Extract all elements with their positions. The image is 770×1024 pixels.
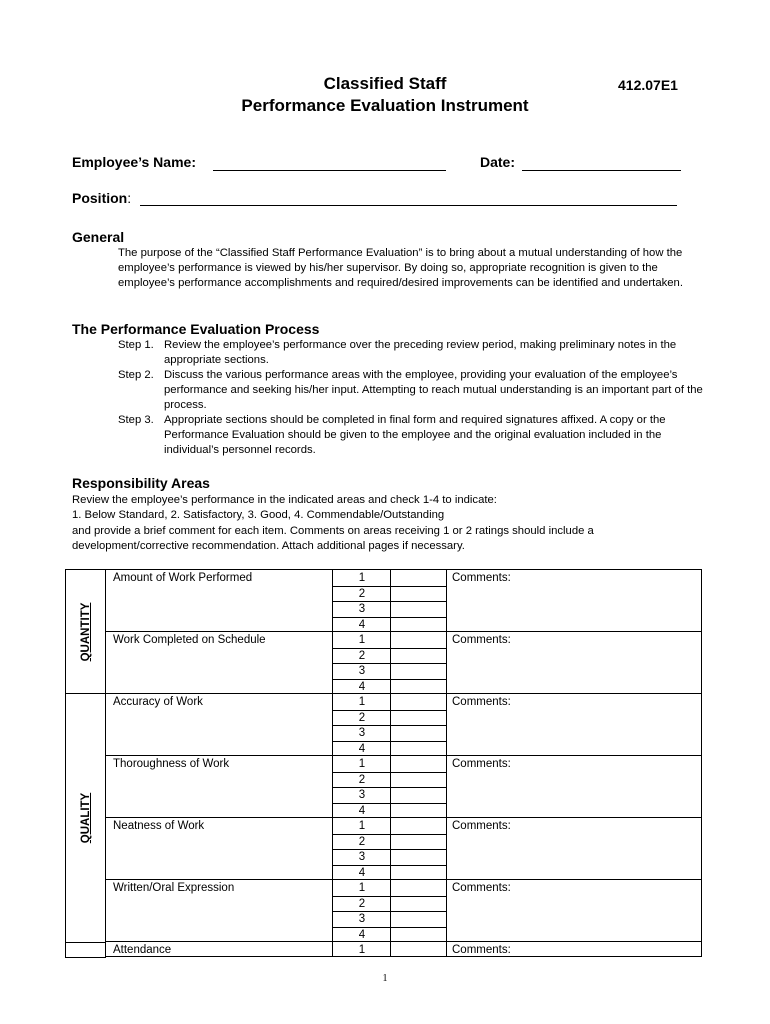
check-column[interactable] (390, 818, 447, 879)
process-heading: The Performance Evaluation Process (72, 321, 320, 337)
category-label: QUALITY (79, 792, 92, 844)
rating-column (332, 880, 391, 941)
rating-column (332, 632, 391, 693)
rating-option[interactable]: 4 (358, 742, 366, 755)
category-quality (65, 693, 106, 943)
rating-option[interactable]: 1 (358, 634, 366, 646)
rating-option[interactable]: 3 (358, 727, 366, 739)
rating-option[interactable]: 1 (358, 696, 366, 708)
rating-option[interactable]: 1 (358, 758, 366, 770)
rating-column (332, 756, 391, 817)
category-quantity (65, 569, 106, 694)
item-label: Attendance (113, 944, 172, 956)
item-label: Neatness of Work (113, 820, 205, 832)
comments-label: Comments: (452, 944, 511, 956)
rating-column (332, 942, 391, 956)
item-label: Accuracy of Work (113, 696, 203, 708)
comments-label: Comments: (452, 882, 511, 894)
table-row (106, 755, 702, 818)
category-label: QUANTITY (79, 602, 92, 661)
rating-option[interactable]: 4 (358, 618, 366, 631)
rating-option[interactable]: 4 (358, 680, 366, 693)
general-heading: General (72, 229, 125, 245)
step-number: Step 2. (118, 369, 154, 381)
rating-option[interactable]: 2 (358, 711, 366, 724)
document-number: 412.07E1 (618, 77, 678, 93)
step-text: Appropriate sections should be completed in final form and required signatures affixed. A copy or the Performance Evaluation should be given to the employee and the original evaluation included in the individual’s personnel records. (164, 414, 666, 456)
evaluation-table (65, 569, 702, 958)
rating-option[interactable]: 1 (358, 820, 366, 832)
general-paragraph: The purpose of the “Classified Staff Performance Evaluation” is to bring about a mutual understanding of how the employee’s performance is viewed by his/her supervisor. By doing so, appropriate recognition is given to the employee’s performance accomplishments and required/desired improvements can be identified and undertaken. (118, 247, 683, 289)
rating-option[interactable]: 2 (358, 587, 366, 600)
rating-option[interactable]: 3 (358, 789, 366, 801)
position-field[interactable] (140, 205, 677, 206)
rating-column (332, 818, 391, 879)
item-label: Work Completed on Schedule (113, 634, 266, 646)
check-column[interactable] (390, 570, 447, 631)
employee-name-label: Employee’s Name: (72, 154, 196, 170)
check-column[interactable] (390, 694, 447, 755)
rating-option[interactable]: 3 (358, 603, 366, 615)
comments-label: Comments: (452, 820, 511, 832)
rating-option[interactable]: 2 (358, 835, 366, 848)
employee-name-field[interactable] (213, 170, 446, 171)
rating-option[interactable]: 1 (358, 882, 366, 894)
position-label: Position: (72, 190, 132, 206)
check-column[interactable] (390, 880, 447, 941)
item-label: Written/Oral Expression (113, 882, 235, 894)
rating-option[interactable]: 3 (358, 913, 366, 925)
table-row (106, 631, 702, 694)
rating-option[interactable]: 4 (358, 866, 366, 879)
rating-option[interactable]: 4 (358, 928, 366, 941)
process-steps (118, 338, 708, 458)
rating-column (332, 694, 391, 755)
rating-option[interactable]: 2 (358, 649, 366, 662)
rating-option[interactable]: 2 (358, 897, 366, 910)
table-row (106, 941, 702, 957)
category-blank (65, 942, 106, 958)
item-label: Amount of Work Performed (113, 572, 253, 584)
date-label: Date: (480, 154, 516, 170)
rating-option[interactable]: 1 (358, 572, 366, 584)
instruction-line: Review the employee’s performance in the indicated areas and check 1-4 to indicate: (72, 494, 497, 506)
item-label: Thoroughness of Work (113, 758, 230, 770)
step-text: Review the employee’s performance over the preceding review period, making preliminary notes in the appropriate sections. (164, 339, 677, 366)
rating-option[interactable]: 2 (358, 773, 366, 786)
rating-option[interactable]: 1 (358, 944, 366, 956)
rating-scale-line: 1. Below Standard, 2. Satisfactory, 3. Good, 4. Commendable/Outstanding (72, 509, 445, 522)
table-row (106, 693, 702, 756)
process-step (118, 413, 708, 458)
check-column[interactable] (390, 632, 447, 693)
step-number: Step 3. (118, 414, 154, 426)
form-title: Classified Staff (323, 74, 447, 93)
instruction-line: and provide a brief comment for each item. Comments on areas receiving 1 or 2 ratings should include a development/corrective recommendation. Attach additional pages if necessary. (72, 524, 594, 552)
comments-label: Comments: (452, 572, 511, 584)
responsibility-instructions (72, 493, 712, 554)
table-row (106, 569, 702, 632)
rating-option[interactable]: 3 (358, 665, 366, 677)
rating-option[interactable]: 3 (358, 851, 366, 863)
step-number: Step 1. (118, 339, 154, 351)
process-step (118, 338, 708, 368)
rating-column (332, 570, 391, 631)
date-field[interactable] (522, 170, 681, 171)
check-column[interactable] (390, 756, 447, 817)
check-column[interactable] (390, 942, 447, 956)
process-step (118, 368, 708, 413)
form-subtitle: Performance Evaluation Instrument (241, 96, 529, 115)
page-number: 1 (382, 973, 388, 984)
comments-label: Comments: (452, 696, 511, 708)
comments-label: Comments: (452, 634, 511, 646)
table-row (106, 879, 702, 942)
step-text: Discuss the various performance areas with the employee, providing your evaluation of the employee’s performance and seeking his/her input. Attempting to reach mutual understanding is an important part of the process. (164, 369, 703, 411)
responsibility-heading: Responsibility Areas (72, 475, 210, 491)
rating-option[interactable]: 4 (358, 804, 366, 817)
comments-label: Comments: (452, 758, 511, 770)
table-row (106, 817, 702, 880)
